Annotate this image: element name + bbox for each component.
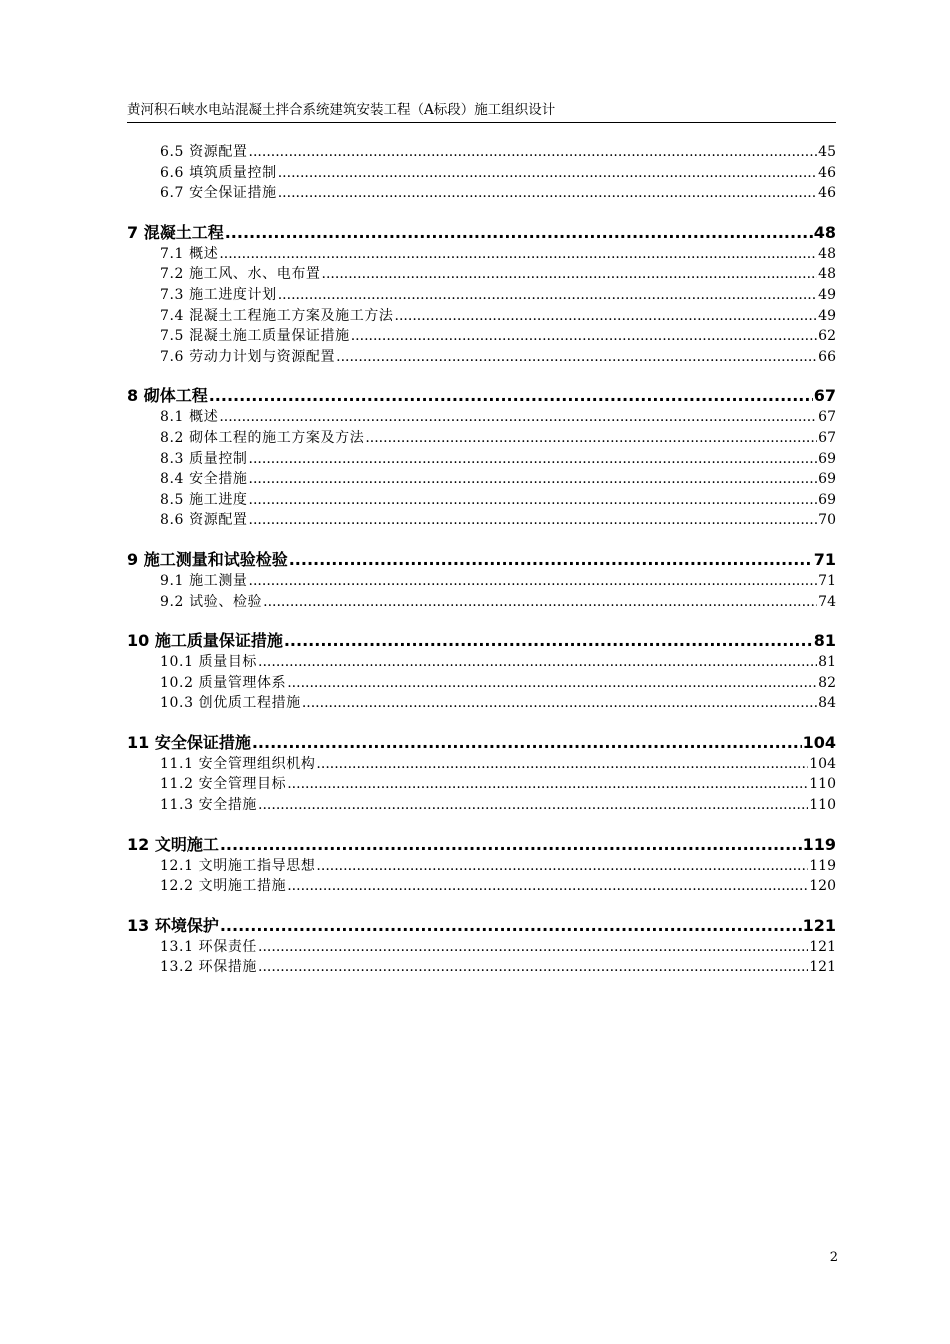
toc-section-entry[interactable] xyxy=(127,407,836,428)
toc-leader-dots xyxy=(252,732,802,754)
toc-section-entry[interactable] xyxy=(127,326,836,347)
toc-chapter-title: 12 文明施工 xyxy=(127,834,219,854)
toc-section-entry[interactable] xyxy=(127,774,836,795)
toc-leader-dots xyxy=(365,428,817,449)
toc-chapter-title: 9 施工测量和试验检验 xyxy=(127,549,288,569)
toc-section-entry[interactable] xyxy=(127,264,836,285)
toc-section-entry[interactable] xyxy=(127,347,836,368)
toc-section-title: 8.2 砌体工程的施工方案及方法 xyxy=(160,429,365,446)
toc-section-entry[interactable] xyxy=(127,937,836,958)
toc-chapter-title: 13 环境保护 xyxy=(127,915,219,935)
toc-chapter-entry[interactable] xyxy=(127,834,836,856)
toc-leader-dots xyxy=(316,754,808,775)
toc-leader-dots xyxy=(287,876,808,897)
toc-section-title: 10.3 创优质工程措施 xyxy=(160,695,301,712)
toc-section-page: 69 xyxy=(818,450,836,467)
toc-section-title: 8.6 资源配置 xyxy=(160,512,248,529)
toc-chapter-page: 119 xyxy=(802,834,836,854)
toc-section-page: 67 xyxy=(818,429,836,446)
toc-section-title: 10.1 质量目标 xyxy=(160,654,258,671)
toc-group xyxy=(127,630,836,714)
toc-section-title: 11.2 安全管理目标 xyxy=(160,776,287,793)
toc-section-entry[interactable] xyxy=(127,490,836,511)
toc-section-entry[interactable] xyxy=(127,469,836,490)
toc-chapter-page: 71 xyxy=(813,549,836,569)
toc-leader-dots xyxy=(287,774,808,795)
toc-section-page: 70 xyxy=(818,512,836,529)
toc-section-title: 7.6 劳动力计划与资源配置 xyxy=(160,348,336,365)
toc-section-title: 6.5 资源配置 xyxy=(160,144,248,160)
toc-leader-dots xyxy=(249,490,818,511)
toc-section-page: 121 xyxy=(809,938,836,955)
toc-section-page: 49 xyxy=(818,286,836,303)
toc-leader-dots xyxy=(351,326,817,347)
toc-group xyxy=(127,385,836,531)
toc-section-entry[interactable] xyxy=(127,510,836,531)
toc-leader-dots xyxy=(258,937,808,958)
toc-section-page: 46 xyxy=(818,185,836,202)
toc-group xyxy=(127,915,836,978)
toc-leader-dots xyxy=(289,549,813,571)
toc-section-page: 121 xyxy=(809,959,836,976)
toc-leader-dots xyxy=(249,571,818,592)
toc-leader-dots xyxy=(220,834,802,856)
toc-chapter-page: 67 xyxy=(813,386,836,406)
toc-leader-dots xyxy=(249,142,818,163)
page-header xyxy=(127,102,836,123)
toc-section-title: 10.2 质量管理体系 xyxy=(160,674,287,691)
toc-section-title: 8.4 安全措施 xyxy=(160,471,248,488)
toc-section-page: 81 xyxy=(818,654,836,671)
toc-leader-dots xyxy=(278,183,817,204)
toc-chapter-entry[interactable] xyxy=(127,915,836,937)
toc-section-entry[interactable] xyxy=(127,571,836,592)
toc-section-entry[interactable] xyxy=(127,673,836,694)
toc-section-page: 62 xyxy=(818,328,836,345)
toc-leader-dots xyxy=(219,244,817,265)
toc-section-page: 67 xyxy=(818,409,836,426)
toc-chapter-page: 121 xyxy=(802,915,836,935)
toc-group xyxy=(127,732,836,816)
toc-chapter-title: 10 施工质量保证措施 xyxy=(127,631,283,651)
toc-section-page: 110 xyxy=(809,797,836,814)
toc-chapter-entry[interactable] xyxy=(127,630,836,652)
toc-leader-dots xyxy=(258,652,817,673)
toc-section-entry[interactable] xyxy=(127,754,836,775)
toc-section-entry[interactable] xyxy=(127,876,836,897)
toc-chapter-page: 48 xyxy=(813,222,836,242)
toc-leader-dots xyxy=(395,306,818,327)
toc-leader-dots xyxy=(249,449,818,470)
toc-section-title: 11.3 安全措施 xyxy=(160,797,258,814)
toc-section-title: 8.5 施工进度 xyxy=(160,491,248,508)
toc-group xyxy=(127,222,836,368)
toc-leader-dots xyxy=(278,285,817,306)
toc-section-title: 7.3 施工进度计划 xyxy=(160,286,277,303)
toc-section-title: 8.3 质量控制 xyxy=(160,450,248,467)
toc-group xyxy=(127,142,836,204)
toc-section-title: 11.1 安全管理组织机构 xyxy=(160,755,316,772)
toc-section-entry[interactable] xyxy=(127,795,836,816)
toc-leader-dots xyxy=(209,385,813,407)
toc-section-page: 110 xyxy=(809,776,836,793)
toc-leader-dots xyxy=(219,407,817,428)
toc-section-entry[interactable] xyxy=(127,306,836,327)
toc-section-page: 49 xyxy=(818,307,836,324)
toc-section-entry[interactable] xyxy=(127,142,836,163)
toc-leader-dots xyxy=(249,510,818,531)
toc-section-title: 13.2 环保措施 xyxy=(160,959,258,976)
toc-leader-dots xyxy=(225,222,813,244)
toc-leader-dots xyxy=(287,673,817,694)
toc-section-page: 69 xyxy=(818,491,836,508)
toc-section-title: 6.7 安全保证措施 xyxy=(160,185,277,202)
toc-section-title: 7.5 混凝土施工质量保证措施 xyxy=(160,328,350,345)
toc-section-page: 71 xyxy=(818,572,836,589)
toc-section-title: 12.2 文明施工措施 xyxy=(160,878,287,895)
toc-chapter-title: 7 混凝土工程 xyxy=(127,222,224,242)
toc-group xyxy=(127,549,836,612)
toc-section-page: 45 xyxy=(818,144,836,160)
toc-section-title: 12.1 文明施工指导思想 xyxy=(160,857,316,874)
toc-section-title: 13.1 环保责任 xyxy=(160,938,258,955)
toc-leader-dots xyxy=(336,347,817,368)
page-number: 2 xyxy=(829,1250,838,1265)
toc-section-page: 66 xyxy=(818,348,836,365)
toc-leader-dots xyxy=(316,856,808,877)
toc-leader-dots xyxy=(258,957,808,978)
toc-section-page: 82 xyxy=(818,674,836,691)
toc-chapter-entry[interactable] xyxy=(127,549,836,571)
toc-section-entry[interactable] xyxy=(127,693,836,714)
toc-section-page: 84 xyxy=(818,695,836,712)
toc-section-title: 8.1 概述 xyxy=(160,409,219,426)
toc-section-entry[interactable] xyxy=(127,163,836,184)
toc-chapter-entry[interactable] xyxy=(127,385,836,407)
toc-leader-dots xyxy=(302,693,817,714)
toc-section-entry[interactable] xyxy=(127,449,836,470)
toc-section-page: 119 xyxy=(809,857,836,874)
toc-chapter-entry[interactable] xyxy=(127,222,836,244)
toc-chapter-entry[interactable] xyxy=(127,732,836,754)
toc-leader-dots xyxy=(249,469,818,490)
toc-section-page: 46 xyxy=(818,164,836,181)
toc-section-title: 9.2 试验、检验 xyxy=(160,593,263,610)
toc-section-title: 7.4 混凝土工程施工方案及施工方法 xyxy=(160,307,394,324)
toc-section-entry[interactable] xyxy=(127,592,836,613)
toc-section-entry[interactable] xyxy=(127,183,836,204)
toc-chapter-page: 81 xyxy=(813,631,836,651)
toc-leader-dots xyxy=(263,592,817,613)
toc-leader-dots xyxy=(322,264,818,285)
toc-section-page: 69 xyxy=(818,471,836,488)
toc-section-title: 7.1 概述 xyxy=(160,245,219,262)
toc-section-entry[interactable] xyxy=(127,428,836,449)
toc-section-page: 74 xyxy=(818,593,836,610)
toc-leader-dots xyxy=(278,163,817,184)
toc-section-page: 48 xyxy=(818,266,836,283)
toc-section-page: 48 xyxy=(818,245,836,262)
table-of-contents xyxy=(127,142,836,978)
toc-chapter-title: 11 安全保证措施 xyxy=(127,732,251,752)
toc-section-entry[interactable] xyxy=(127,652,836,673)
toc-leader-dots xyxy=(258,795,808,816)
toc-leader-dots xyxy=(220,915,802,937)
toc-leader-dots xyxy=(284,630,813,652)
toc-section-page: 104 xyxy=(809,755,836,772)
toc-section-entry[interactable] xyxy=(127,856,836,877)
toc-section-entry[interactable] xyxy=(127,244,836,265)
toc-section-entry[interactable] xyxy=(127,285,836,306)
toc-chapter-title: 8 砌体工程 xyxy=(127,386,208,406)
toc-group xyxy=(127,834,836,897)
document-title: 黄河积石峡水电站混凝土拌合系统建筑安装工程（A标段）施工组织设计 xyxy=(127,102,556,118)
toc-section-title: 6.6 填筑质量控制 xyxy=(160,164,277,181)
toc-section-title: 7.2 施工风、水、电布置 xyxy=(160,266,321,283)
toc-chapter-page: 104 xyxy=(802,732,836,752)
toc-section-entry[interactable] xyxy=(127,957,836,978)
toc-section-page: 120 xyxy=(809,878,836,895)
toc-section-title: 9.1 施工测量 xyxy=(160,572,248,589)
